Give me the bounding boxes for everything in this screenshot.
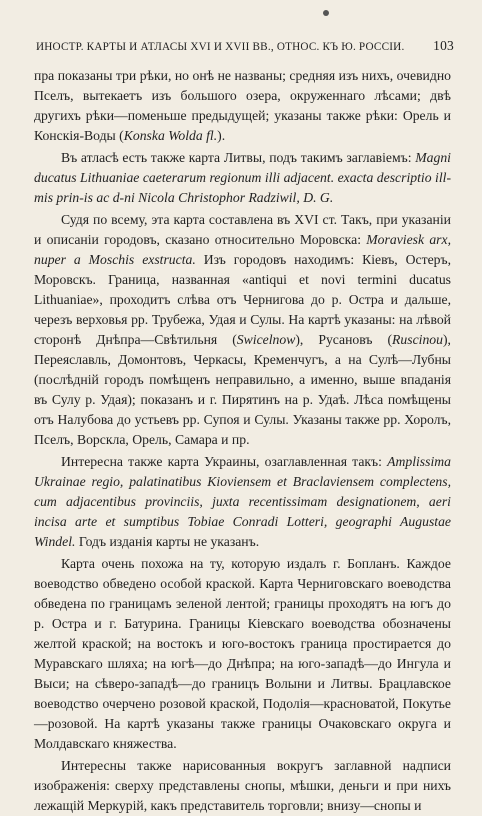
text-run: Годъ изданія карты не указанъ. [75,534,260,549]
paragraph [34,210,451,450]
page-number: 103 [433,38,454,53]
paragraph [34,66,451,146]
italic-phrase: Konska Wolda fl. [123,128,218,143]
italic-phrase: Magni ducatus Lithuaniae caeterarum regionum illi adjacent. exacta descriptio ill-mis prin-is ac d-ni Nicola Christophor Radziwil, D. G. [34,150,451,205]
text-run: Судя по всему, эта карта составлена въ XVI ст. Такъ, при указаніи и описаніи городовъ, сказано относительно Моровска: [34,212,451,247]
paragraph [34,554,451,754]
running-header [36,38,454,54]
text-run: Карта очень похожа на ту, которую издалъ г. Бопланъ. Каждое воеводство обведено особой краской. Карта Черниговскаго воеводства обведена по границамъ зеленой лентой; границы проходятъ на югъ до р. Остра и г. Батурина. Границы Кіевскаго воеводства обозначены желтой краской; на востокъ и юго-востокъ граница простирается до Муравскаго шляха; на югѣ—до Днѣпра; на юго-западѣ—до Ингула и Выси; на сѣверо-западѣ—до границъ Волыни и Литвы. Брацлавское воеводство очерчено розовой краской, Подолія—красноватой, Покутье—розовой. На картѣ указаны также границы Очаковскаго округа и Молдавскаго княжества. [34,556,451,751]
text-run: Интересна также карта Украины, озаглавленная такъ: [61,454,388,469]
text-run: Въ атласѣ есть также карта Литвы, подъ такимъ заглавіемъ: [61,150,416,165]
body-text [34,66,451,816]
italic-phrase: Moraviesk arx, nuper a Moschis exstructa. [34,232,451,267]
italic-phrase: Swicelnow [236,332,296,347]
paragraph [34,756,451,816]
paragraph [34,452,451,552]
text-run: ). [217,128,226,143]
text-run: Интересны также нарисованныя вокругъ заглавной надписи изображенія: сверху представлены снопы, мѣшки, деньги и при нихъ лежащій Меркурій, какъ представитель торговли; внизу—снопы и [34,758,451,813]
ink-dot-mark [323,10,329,16]
italic-phrase: Ruscinou [392,332,443,347]
text-run: Изъ городовъ находимъ: Кіевъ, Остеръ, Моровскъ. Граница, названная «antiqui et novi termini ducatus Lithuaniae», проходитъ слѣва отъ Чернигова до р. Остра и дальше, черезъ верховья рр. Трубежа, Удая и Сулы. На картѣ указаны: на лѣвой сторонѣ Днѣпра—Свѣтильня ( [34,252,451,347]
paragraph [34,148,451,208]
italic-phrase: Amplissima Ukrainae regio, palatinatibus Kioviensem et Braclaviensem complectens, cum adjacentibus provinciis, juxta recentissimam designationem, aeri incisa arte et sumptibus Tobiae Conradi Lotteri, geographi Augustae Windel. [34,454,451,549]
text-run: ), Русановъ ( [295,332,393,347]
running-title: ИНОСТР. КАРТЫ И АТЛАСЫ XVI И XVII ВВ., ОТНОС. КЪ Ю. РОССІИ. [36,41,405,53]
text-run: ), Переяславль, Домонтовъ, Черкасы, Кременчугъ, а на Сулѣ—Лубны (послѣдній городъ помѣщенъ неправильно, а именно, выше впаданія въ Сулу р. Удая); показанъ и г. Пирятинъ на р. Удаѣ. Лѣса помѣщены отъ Налубова до устьевъ рр. Супоя и Сулы. Указаны также рр. Хоролъ, Пселъ, Ворскла, Орель, Самара и пр. [34,332,451,447]
text-run: пра показаны три рѣки, но онѣ не названы; средняя изъ нихъ, очевидно Пселъ, вытекаетъ изъ большого озера, окруженнаго лѣсами; двѣ другихъ рѣки—поменьше предыдущей; указаны также рѣки: Орель и Конскія-Воды ( [34,68,451,143]
